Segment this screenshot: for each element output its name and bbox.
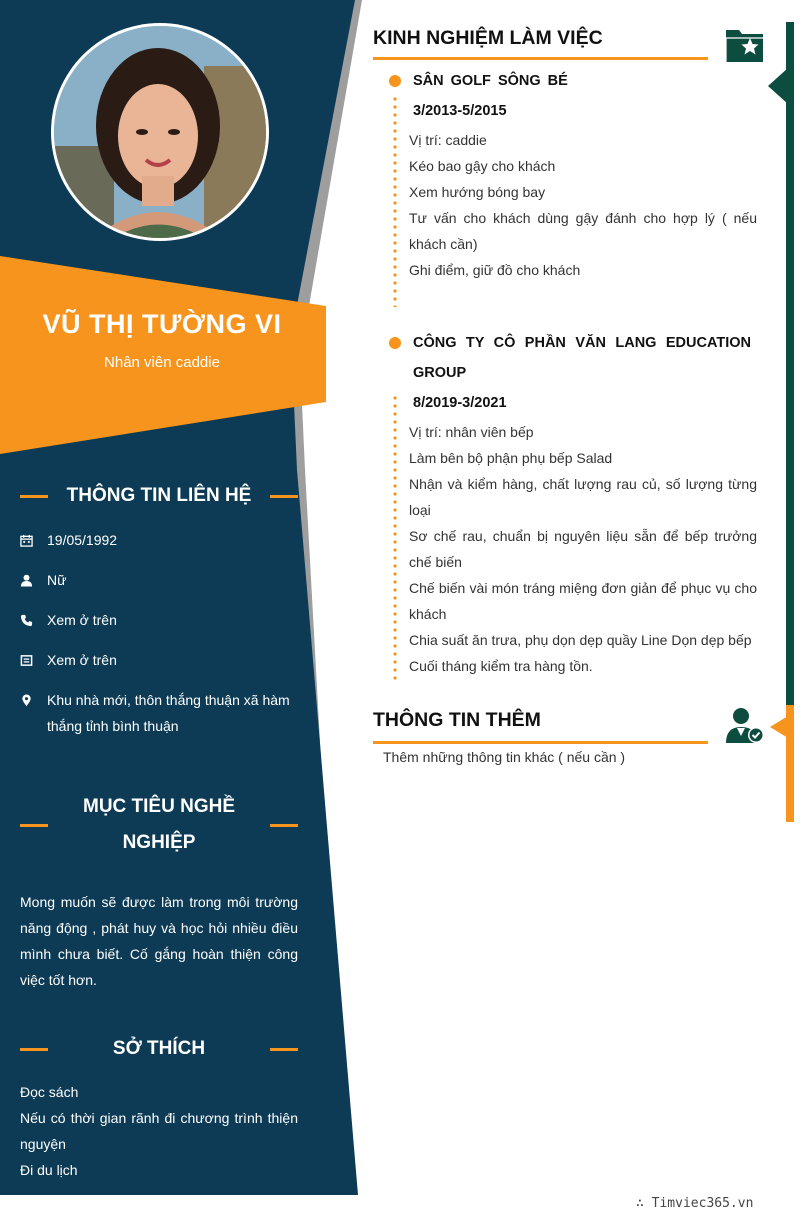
job-detail-line: Vị trí: caddie bbox=[409, 132, 487, 148]
contact-heading bbox=[20, 478, 298, 514]
profile-title: Nhân viên caddie bbox=[104, 354, 220, 371]
email-value: Xem ở trên bbox=[47, 652, 117, 668]
mail-icon bbox=[20, 647, 47, 673]
job-details bbox=[409, 127, 757, 283]
objective-heading-text: MỤC TIÊU NGHỀ NGHIỆP bbox=[83, 796, 235, 853]
map-pin-icon bbox=[20, 687, 47, 739]
contact-phone bbox=[20, 607, 300, 633]
hobby-item: Đi du lịch bbox=[20, 1162, 78, 1178]
timeline-dot bbox=[389, 337, 401, 349]
extra-text: Thêm những thông tin khác ( nếu cần ) bbox=[383, 749, 626, 765]
hobby-item: Đọc sách bbox=[20, 1084, 79, 1100]
contact-birthday bbox=[20, 527, 300, 553]
birthday-value: 19/05/1992 bbox=[47, 532, 118, 548]
address-value: Khu nhà mới, thôn thắng thuận xã hàm thắng tỉnh bình thuận bbox=[47, 692, 290, 734]
job-detail-line: Cuối tháng kiểm tra hàng tồn. bbox=[409, 658, 593, 674]
timeline-dot bbox=[389, 75, 401, 87]
job-company: CÔNG TY CÔ PHẦN VĂN LANG EDUCATION GROUP bbox=[413, 335, 751, 381]
job-detail-line: Kéo bao gậy cho khách bbox=[409, 158, 556, 174]
gender-value: Nữ bbox=[47, 572, 67, 588]
green-tab-pointer bbox=[768, 68, 788, 104]
hobbies-heading-text: SỞ THÍCH bbox=[112, 1038, 206, 1059]
footer-brand[interactable] bbox=[636, 1196, 753, 1211]
heading-dash-left bbox=[20, 1048, 48, 1051]
job-detail-line: Vị trí: nhân viên bếp bbox=[409, 424, 534, 440]
experience-heading: KINH NGHIỆM LÀM VIỆC bbox=[373, 27, 603, 49]
extra-heading: THÔNG TIN THÊM bbox=[373, 709, 541, 731]
job-detail-line: Tư vấn cho khách dùng gậy đánh cho hợp lý ( nếu khách cần) bbox=[409, 210, 757, 252]
folder-star-icon bbox=[725, 26, 765, 64]
job-details bbox=[409, 419, 757, 679]
heading-dash-right bbox=[270, 1048, 298, 1051]
avatar bbox=[51, 23, 269, 241]
job-detail-line: Chế biến vài món tráng miệng đơn giản để phục vụ cho khách bbox=[409, 580, 757, 622]
job-detail-line: Nhận và kiểm hàng, chất lượng rau củ, số lượng từng loại bbox=[409, 476, 757, 518]
experience-underline bbox=[373, 57, 708, 60]
accent-bar-green bbox=[786, 22, 794, 705]
user-check-icon bbox=[725, 706, 765, 744]
profile-name: VŨ THỊ TƯỜNG VI bbox=[42, 309, 282, 339]
job-period: 3/2013-5/2015 bbox=[413, 103, 507, 119]
job-detail-line: Chia suất ăn trưa, phụ dọn dẹp quầy Line Dọn dẹp bếp bbox=[409, 632, 752, 648]
phone-value: Xem ở trên bbox=[47, 612, 117, 628]
job-company: SÂN GOLF SÔNG BÉ bbox=[413, 73, 568, 89]
job-detail-line: Sơ chế rau, chuẩn bị nguyên liệu sẵn để bếp trưởng chế biến bbox=[409, 528, 757, 570]
timeline-line bbox=[393, 95, 397, 307]
calendar-icon bbox=[20, 527, 47, 553]
objective-text: Mong muốn sẽ được làm trong môi trường năng động , phát huy và học hỏi nhiều điều mình chưa biết. Cố gắng hoàn thiện công việc tốt hơn. bbox=[20, 894, 298, 988]
hobby-item: Nếu có thời gian rãnh đi chương trình thiện nguyện bbox=[20, 1110, 298, 1152]
timeline-line bbox=[393, 394, 397, 680]
orange-tab-pointer bbox=[770, 716, 788, 738]
brand-dots-icon: ∴ bbox=[636, 1196, 652, 1211]
contact-email bbox=[20, 647, 300, 673]
heading-dash-left bbox=[20, 495, 48, 498]
heading-dash-right bbox=[270, 824, 298, 827]
job-period: 8/2019-3/2021 bbox=[413, 395, 507, 411]
heading-dash-left bbox=[20, 824, 48, 827]
objective-heading bbox=[20, 789, 298, 861]
phone-icon bbox=[20, 607, 47, 633]
job-detail-line: Làm bên bộ phận phụ bếp Salad bbox=[409, 450, 613, 466]
job-detail-line: Xem hướng bóng bay bbox=[409, 184, 546, 200]
heading-dash-right bbox=[270, 495, 298, 498]
user-icon bbox=[20, 567, 47, 593]
hobbies-list bbox=[20, 1079, 298, 1183]
brand-text: Timviec365.vn bbox=[651, 1196, 754, 1211]
contact-address bbox=[20, 687, 300, 739]
contact-gender bbox=[20, 567, 300, 593]
contact-heading-text: THÔNG TIN LIÊN HỆ bbox=[66, 485, 252, 506]
hobbies-heading bbox=[20, 1031, 298, 1067]
job-detail-line: Ghi điểm, giữ đồ cho khách bbox=[409, 262, 581, 278]
extra-underline bbox=[373, 741, 708, 744]
